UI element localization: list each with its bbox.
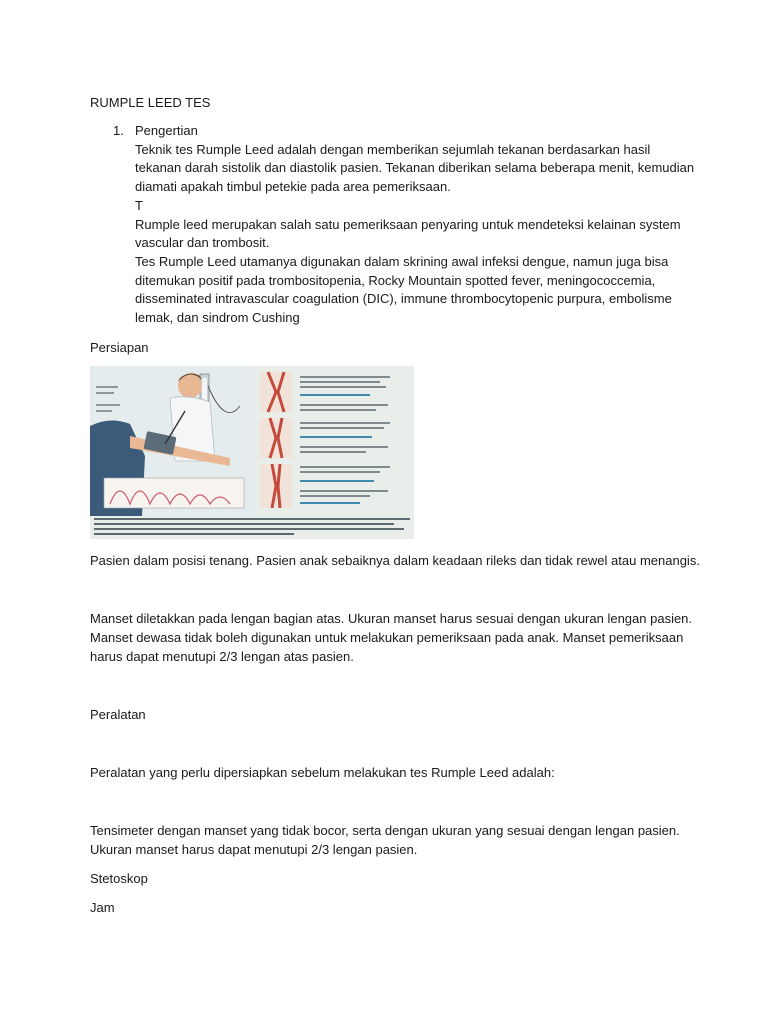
list-number: 1. — [113, 123, 124, 138]
illustration-graphic — [90, 366, 414, 539]
paragraph-tensimeter-line-2: Ukuran manset harus dapat menutupi 2/3 lengan pasien. — [90, 842, 418, 857]
item-jam: Jam — [90, 900, 115, 915]
section-heading-pengertian: Pengertian — [135, 123, 198, 138]
paragraph-manset-line-1: Manset diletakkan pada lengan bagian atas. Ukuran manset harus sesuai dengan ukuran lengan pasien. — [90, 611, 693, 626]
paragraph-pasien: Pasien dalam posisi tenang. Pasien anak sebaiknya dalam keadaan rileks dan tidak rewel atau menangis. — [90, 553, 700, 568]
text-line: Tes Rumple Leed utamanya digunakan dalam skrining awal infeksi dengue, namun juga bisa — [135, 253, 669, 269]
paragraph-tensimeter-line-1: Tensimeter dengan manset yang tidak bocor, serta dengan ukuran yang sesuai dengan lengan pasien. — [90, 823, 680, 838]
document-title: RUMPLE LEED TES — [90, 95, 211, 110]
section-heading-peralatan: Peralatan — [90, 707, 146, 722]
section-heading-persiapan: Persiapan — [90, 340, 149, 355]
blood-pressure-illustration — [90, 366, 414, 539]
paragraph-manset-line-2: Manset dewasa tidak boleh digunakan untuk melakukan pemeriksaan pada anak. Manset pemeriksaan — [90, 630, 684, 645]
text-line: Rumple leed merupakan salah satu pemeriksaan penyaring untuk mendeteksi kelainan system — [135, 216, 681, 232]
list-item-pengertian — [135, 122, 695, 328]
paragraph-peralatan-intro: Peralatan yang perlu dipersiapkan sebelum melakukan tes Rumple Leed adalah: — [90, 765, 555, 780]
vessel-diagrams — [260, 372, 292, 508]
paragraph-manset-line-3: harus dapat menutupi 2/3 lengan atas pasien. — [90, 649, 354, 664]
text-line: lemak, dan sindrom Cushing — [135, 310, 300, 326]
text-line: tekanan darah sistolik dan diastolik pasien. Tekanan diberikan selama beberapa menit, kemudian — [135, 160, 695, 176]
item-stetoskop: Stetoskop — [90, 871, 148, 886]
text-line: Teknik tes Rumple Leed adalah dengan memberikan sejumlah tekanan berdasarkan hasil — [135, 141, 651, 157]
text-line: vascular dan trombosit. — [135, 235, 270, 251]
text-line: disseminated intravascular coagulation (DIC), immune thrombocytopenic purpura, embolisme — [135, 291, 672, 307]
text-line: ditemukan positif pada trombositopenia, Rocky Mountain spotted fever, meningococcemia, — [135, 272, 656, 288]
text-line: diamati apakah timbul petekie pada area pemeriksaan. — [135, 179, 451, 195]
text-line: T — [135, 197, 143, 213]
